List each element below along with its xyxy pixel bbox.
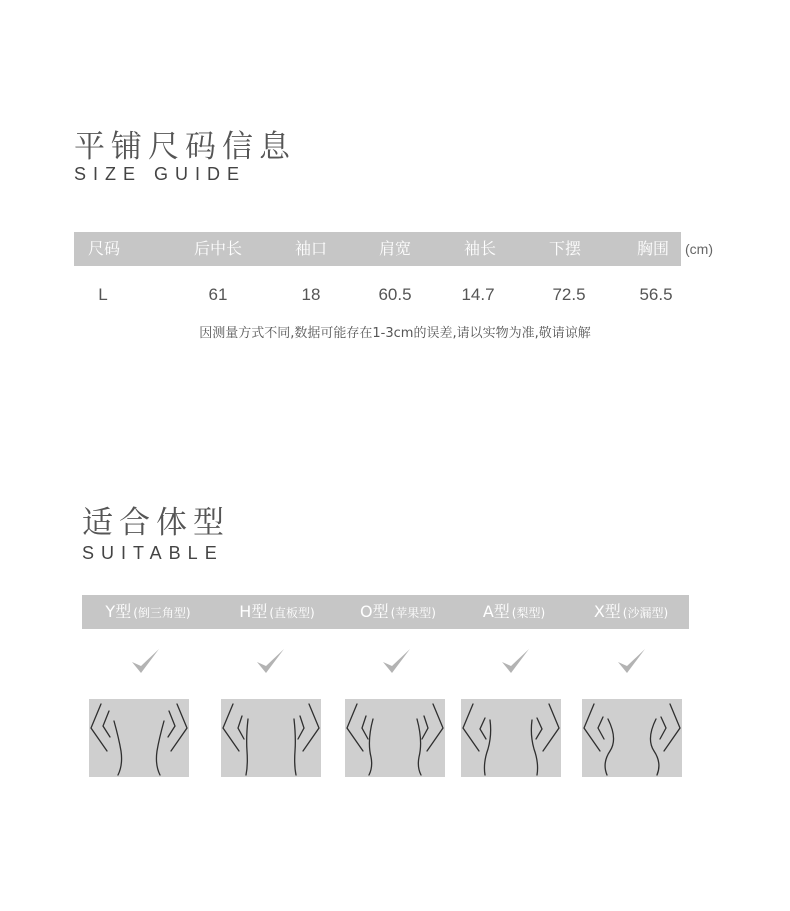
col-header-chest: 胸围 xyxy=(636,239,670,258)
size-subtitle: SIZE GUIDE xyxy=(74,164,247,184)
cell-size: L xyxy=(98,285,108,304)
body-type-name: H型 xyxy=(239,602,268,621)
a-shape-torso-icon xyxy=(461,699,561,777)
o-shape-torso-icon xyxy=(345,699,445,777)
body-type-o xyxy=(360,595,436,630)
col-header-size: 尺码 xyxy=(87,239,121,258)
suitable-title: 适合体型 xyxy=(82,505,230,541)
suitable-subtitle: SUITABLE xyxy=(82,543,224,563)
h-shape-torso-icon xyxy=(221,699,321,777)
body-type-a xyxy=(483,595,545,630)
measurement-note: 因测量方式不同,数据可能存在1-3cm的误差,请以实物为准,敬请谅解 xyxy=(199,326,591,341)
y-shape-torso-icon xyxy=(89,699,189,777)
size-table-header xyxy=(74,232,681,266)
col-header-hem: 下摆 xyxy=(548,239,582,258)
size-title: 平铺尺码信息 xyxy=(74,129,296,165)
body-type-h xyxy=(239,595,314,630)
check-icon xyxy=(130,646,162,678)
cell-shoulder: 60.5 xyxy=(378,285,412,304)
body-type-y xyxy=(105,595,190,630)
check-icon xyxy=(500,646,532,678)
body-type-name: O型 xyxy=(360,602,389,621)
body-type-desc: (苹果型) xyxy=(390,606,436,620)
check-icon xyxy=(381,646,413,678)
cell-cuff: 18 xyxy=(301,285,321,304)
body-type-desc: (梨型) xyxy=(511,606,546,620)
body-type-name: A型 xyxy=(482,602,510,621)
check-icon xyxy=(255,646,287,678)
body-type-name: Y型 xyxy=(105,602,132,621)
body-type-desc: (直板型) xyxy=(269,606,315,620)
table-row xyxy=(74,281,681,309)
x-shape-torso-icon xyxy=(582,699,682,777)
check-icon xyxy=(616,646,648,678)
body-type-x xyxy=(594,595,668,630)
body-type-desc: (沙漏型) xyxy=(622,606,669,620)
col-header-cuff: 袖口 xyxy=(294,239,328,258)
body-type-header xyxy=(82,595,689,629)
col-header-back-length: 后中长 xyxy=(193,239,243,258)
body-type-desc: (倒三角型) xyxy=(133,606,191,620)
cell-back-length: 61 xyxy=(208,285,228,304)
cell-chest: 56.5 xyxy=(639,285,673,304)
unit-label: (cm) xyxy=(685,241,713,257)
cell-sleeve: 14.7 xyxy=(461,285,495,304)
col-header-shoulder: 肩宽 xyxy=(378,239,412,258)
cell-hem: 72.5 xyxy=(552,285,586,304)
col-header-sleeve: 袖长 xyxy=(463,239,497,258)
body-type-name: X型 xyxy=(593,602,621,621)
